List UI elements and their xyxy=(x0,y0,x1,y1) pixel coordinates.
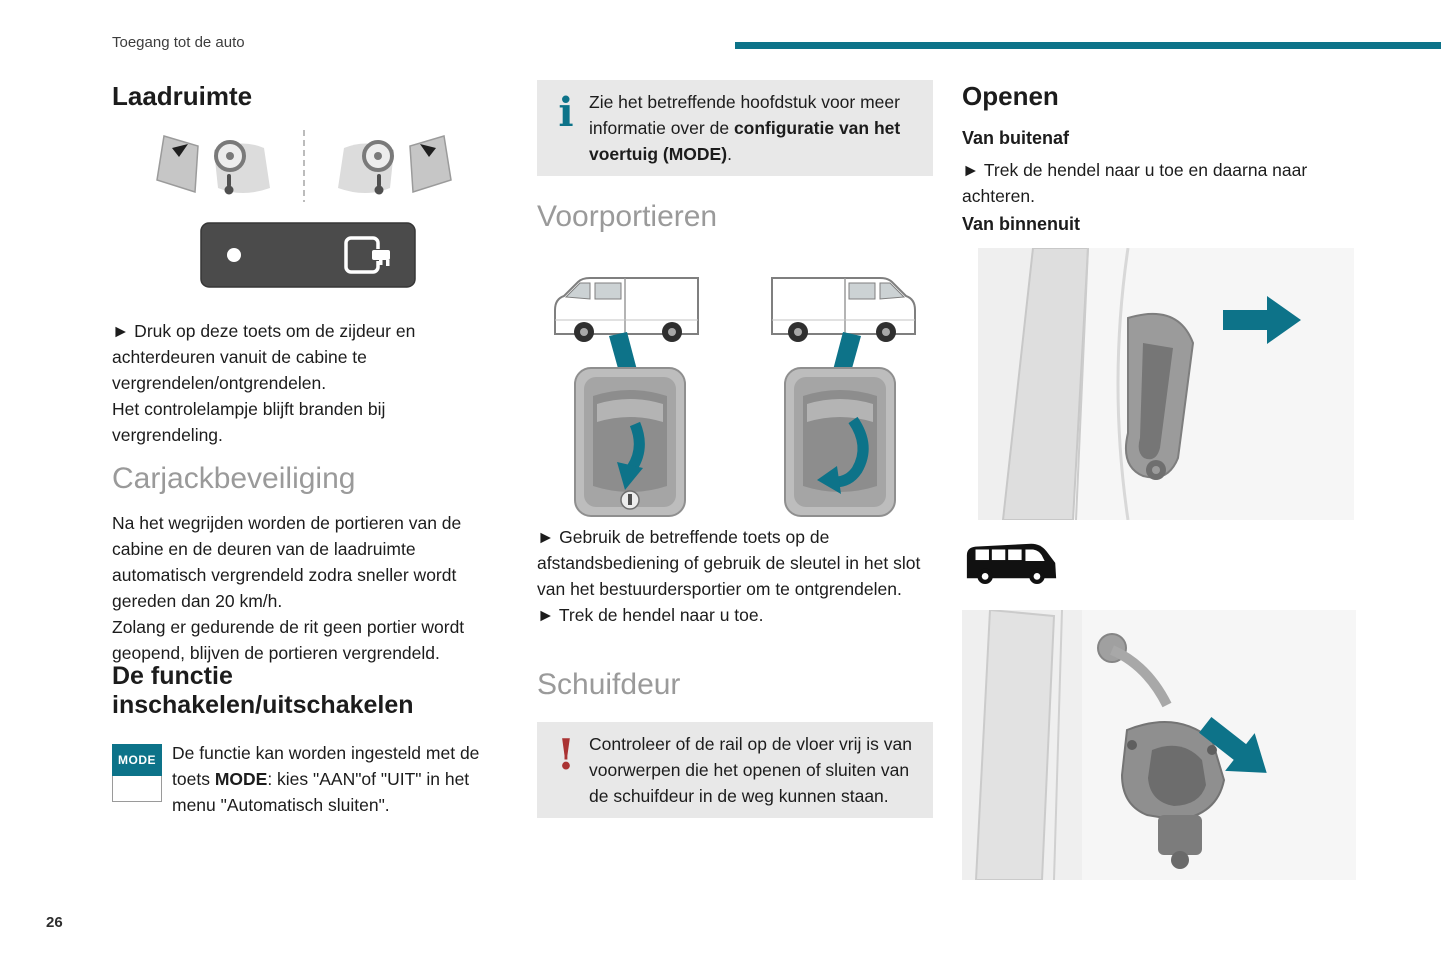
section-title-schuifdeur: Schuifdeur xyxy=(537,668,681,701)
van-icon xyxy=(964,536,1060,586)
warning-text: Controleer of de rail op de vloer vrij is van voorwerpen die het openen of sluiten van de schuifdeur in de weg kunnen staan. xyxy=(589,734,912,806)
paragraph: Het controlelampje blijft branden bij vergrendeling. xyxy=(112,399,386,445)
paragraph: ► Druk op deze toets om de zijdeur en achterdeuren vanuit de cabine te vergrendelen/ontgrendelen. xyxy=(112,321,416,393)
left-column xyxy=(112,0,496,963)
info-icon: i xyxy=(558,89,574,136)
paragraph: ► Trek de hendel naar u toe en daarna naar achteren. xyxy=(962,160,1308,206)
voorportieren-text xyxy=(537,524,933,628)
subheading-van-binnenuit: Van binnenuit xyxy=(962,214,1081,234)
mode-button-icon xyxy=(112,744,162,802)
mode-text-bold: MODE xyxy=(214,769,268,789)
mode-text-after: : kies "AAN"of "UIT" in het menu "Automatisch sluiten". xyxy=(172,769,470,815)
breadcrumb: Toegang tot de auto xyxy=(112,34,245,51)
section-title-functie: De functie inschakelen/uitschakelen xyxy=(112,662,414,719)
paragraph: Zolang er gedurende de rit geen portier wordt geopend, blijven de portieren vergrendeld. xyxy=(112,617,465,663)
mode-key-body xyxy=(112,776,162,802)
info-text-before: Zie het betreffende hoofdstuk voor meer informatie over de xyxy=(589,92,900,138)
info-box xyxy=(537,80,933,176)
warning-icon: ! xyxy=(556,730,576,779)
section-title-laadruimte: Laadruimte xyxy=(112,81,253,111)
info-text-bold: configuratie van het voertuig (MODE) xyxy=(589,118,901,164)
van-front-doors-illustration xyxy=(537,258,933,520)
laadruimte-text xyxy=(112,318,496,448)
section-title-voorportieren: Voorportieren xyxy=(537,200,718,233)
section-title-openen: Openen xyxy=(962,81,1059,111)
mode-paragraph xyxy=(112,740,496,818)
warning-box xyxy=(537,722,933,818)
door-handle-inside-illustration xyxy=(978,248,1354,520)
subheading-van-buitenaf: Van buitenaf xyxy=(962,128,1070,148)
mode-badge-label: MODE xyxy=(112,744,162,776)
section-title-carjack: Carjackbeveiliging xyxy=(112,462,356,495)
mode-text-before: De functie kan worden ingesteld met de toets xyxy=(172,743,480,789)
cabin-doors-illustration xyxy=(148,126,460,206)
middle-column xyxy=(537,0,933,963)
lock-button-illustration xyxy=(200,222,416,288)
info-text-after: . xyxy=(727,144,732,164)
page-number: 26 xyxy=(46,914,63,931)
right-column xyxy=(962,0,1356,963)
sliding-door-mechanism-illustration xyxy=(962,610,1356,880)
paragraph: Na het wegrijden worden de portieren van de cabine en de deuren van de laadruimte automatisch vergrendeld zodra sneller wordt gereden dan 20 km/h. xyxy=(112,513,462,611)
paragraph: ► Trek de hendel naar u toe. xyxy=(537,605,764,625)
carjack-text xyxy=(112,510,496,666)
paragraph: ► Gebruik de betreffende toets op de afstandsbediening of gebruik de sleutel in het slot van het bestuurdersportier om te ontgrendelen. xyxy=(537,527,921,599)
